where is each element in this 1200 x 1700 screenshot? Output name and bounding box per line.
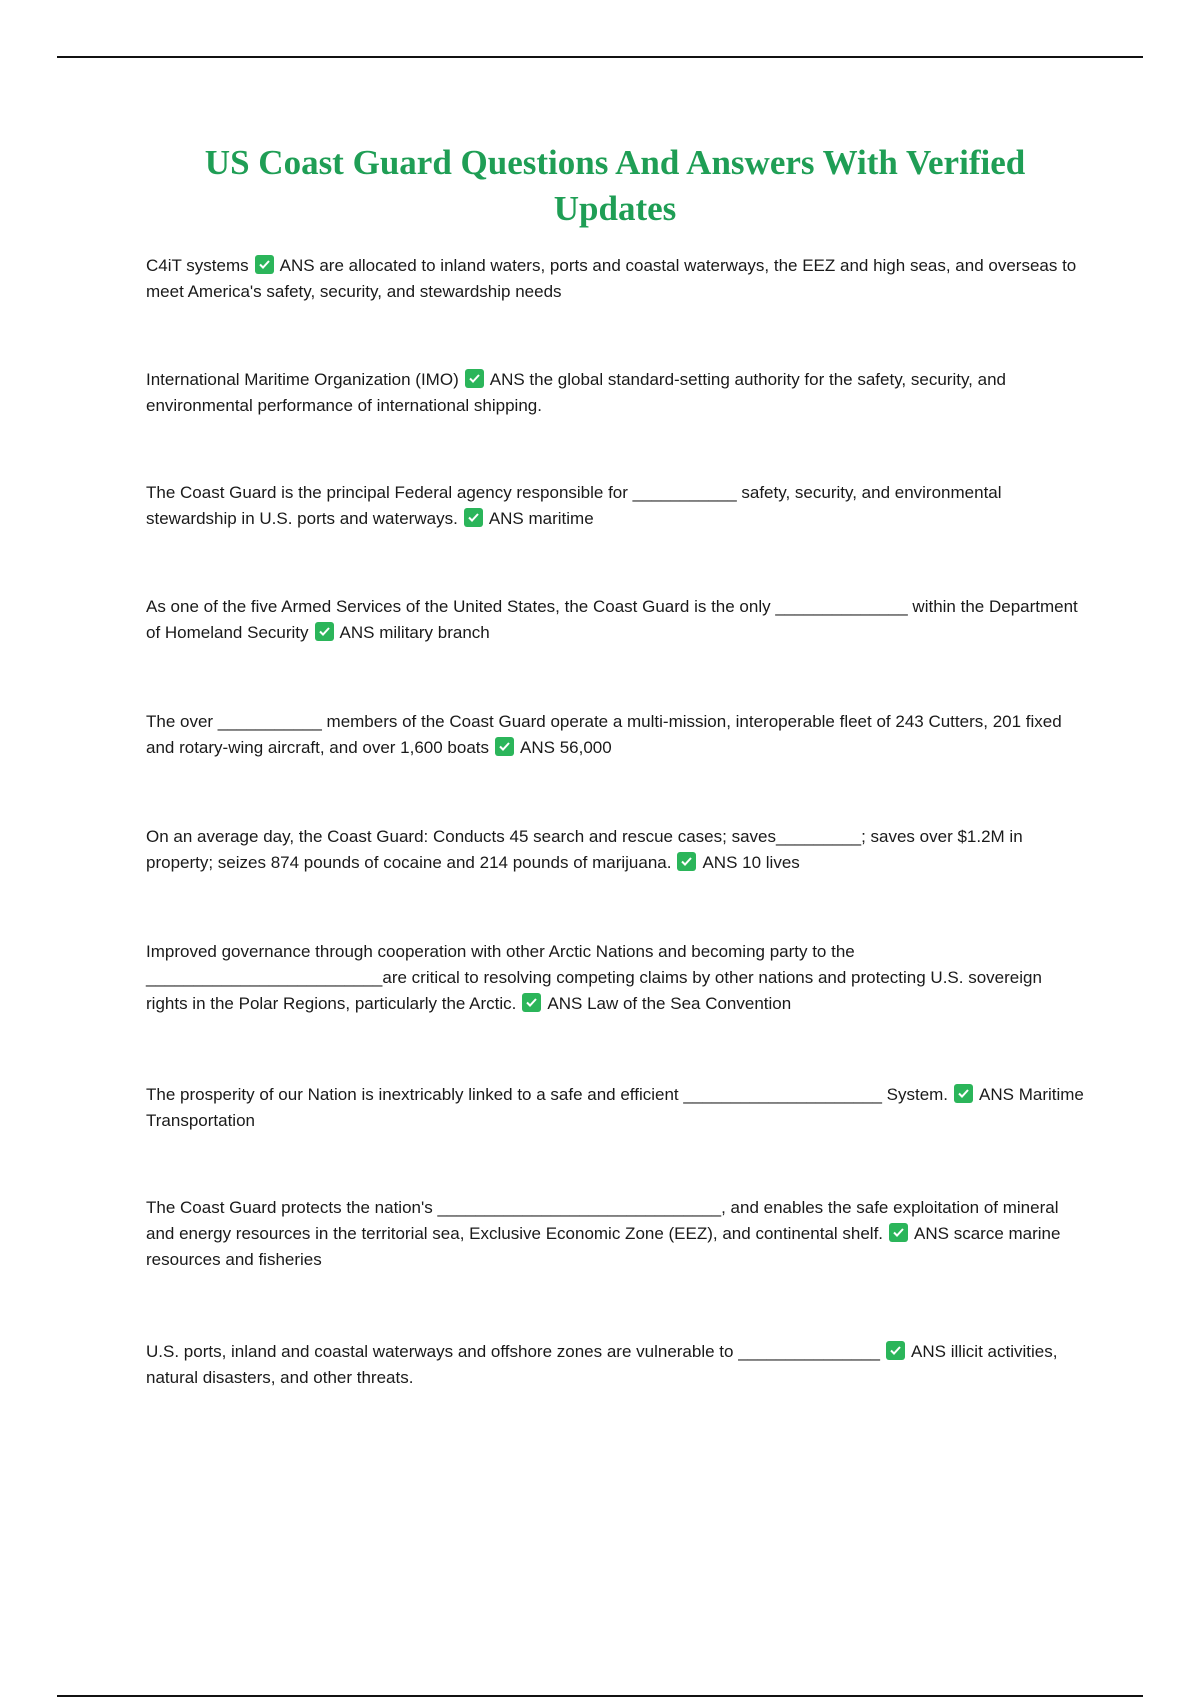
check-mark-icon	[495, 737, 514, 756]
qa-item	[146, 1339, 1086, 1391]
qa-item	[146, 1195, 1086, 1273]
bottom-divider	[57, 1695, 1143, 1697]
check-mark-icon	[465, 369, 484, 388]
question-text: The Coast Guard is the principal Federal agency responsible for ___________ safety, security, and environmental stewardship in U.S. ports and waterways.	[146, 483, 1002, 528]
check-mark-icon	[255, 255, 274, 274]
answer-text: ANS are allocated to inland waters, ports and coastal waterways, the EEZ and high seas, and overseas to meet America's safety, security, and stewardship needs	[146, 256, 1077, 301]
check-mark-icon	[522, 993, 541, 1012]
qa-item	[146, 939, 1086, 1017]
qa-item	[146, 253, 1086, 305]
question-text: U.S. ports, inland and coastal waterways and offshore zones are vulnerable to _______________	[146, 1342, 881, 1361]
answer-text: ANS Law of the Sea Convention	[547, 994, 792, 1013]
answer-text: ANS military branch	[339, 623, 490, 642]
question-text: C4iT systems	[146, 256, 249, 275]
qa-item	[146, 367, 1086, 419]
question-text: The over ___________ members of the Coast Guard operate a multi-mission, interoperable fleet of 243 Cutters, 201 fixed and rotary-wing aircraft, and over 1,600 boats	[146, 712, 1062, 757]
question-text: International Maritime Organization (IMO)	[146, 370, 459, 389]
answer-text: ANS Maritime Transportation	[146, 1085, 1084, 1130]
answer-text: ANS maritime	[488, 509, 594, 528]
check-mark-icon	[886, 1341, 905, 1360]
qa-item	[146, 709, 1086, 761]
answer-text: ANS illicit activities, natural disasters, and other threats.	[146, 1342, 1058, 1387]
answer-text: ANS 56,000	[520, 738, 612, 757]
check-mark-icon	[954, 1084, 973, 1103]
qa-item	[146, 480, 1086, 532]
answer-text: ANS 10 lives	[702, 853, 800, 872]
qa-item	[146, 594, 1086, 646]
question-text: On an average day, the Coast Guard: Conducts 45 search and rescue cases; saves_________; saves over $1.2M in property; seizes 874 pounds of cocaine and 214 pounds of marijuana.	[146, 827, 1023, 872]
question-text: The Coast Guard protects the nation's ______________________________, and enables the safe exploitation of mineral and energy resources in the territorial sea, Exclusive Economic Zone (EEZ), and continental shelf.	[146, 1198, 1059, 1243]
page-title: US Coast Guard Questions And Answers With Verified Updates	[204, 143, 1026, 228]
qa-item	[146, 1082, 1086, 1134]
answer-text: ANS scarce marine resources and fisheries	[146, 1224, 1061, 1269]
check-mark-icon	[315, 622, 334, 641]
qa-item	[146, 824, 1086, 876]
top-divider	[57, 56, 1143, 58]
question-text: Improved governance through cooperation with other Arctic Nations and becoming party to the _________________________are critical to resolving competing claims by other nations and protecting U.S. sovereign rights in the Polar Regions, particularly the Arctic.	[146, 942, 1042, 1013]
question-text: The prosperity of our Nation is inextricably linked to a safe and efficient _____________________ System.	[146, 1085, 949, 1104]
check-mark-icon	[677, 852, 696, 871]
check-mark-icon	[464, 508, 483, 527]
check-mark-icon	[889, 1223, 908, 1242]
answer-text: ANS the global standard-setting authority for the safety, security, and environmental performance of international shipping.	[146, 370, 1006, 415]
question-text: As one of the five Armed Services of the United States, the Coast Guard is the only ______________ within the Department of Homeland Security	[146, 597, 1078, 642]
